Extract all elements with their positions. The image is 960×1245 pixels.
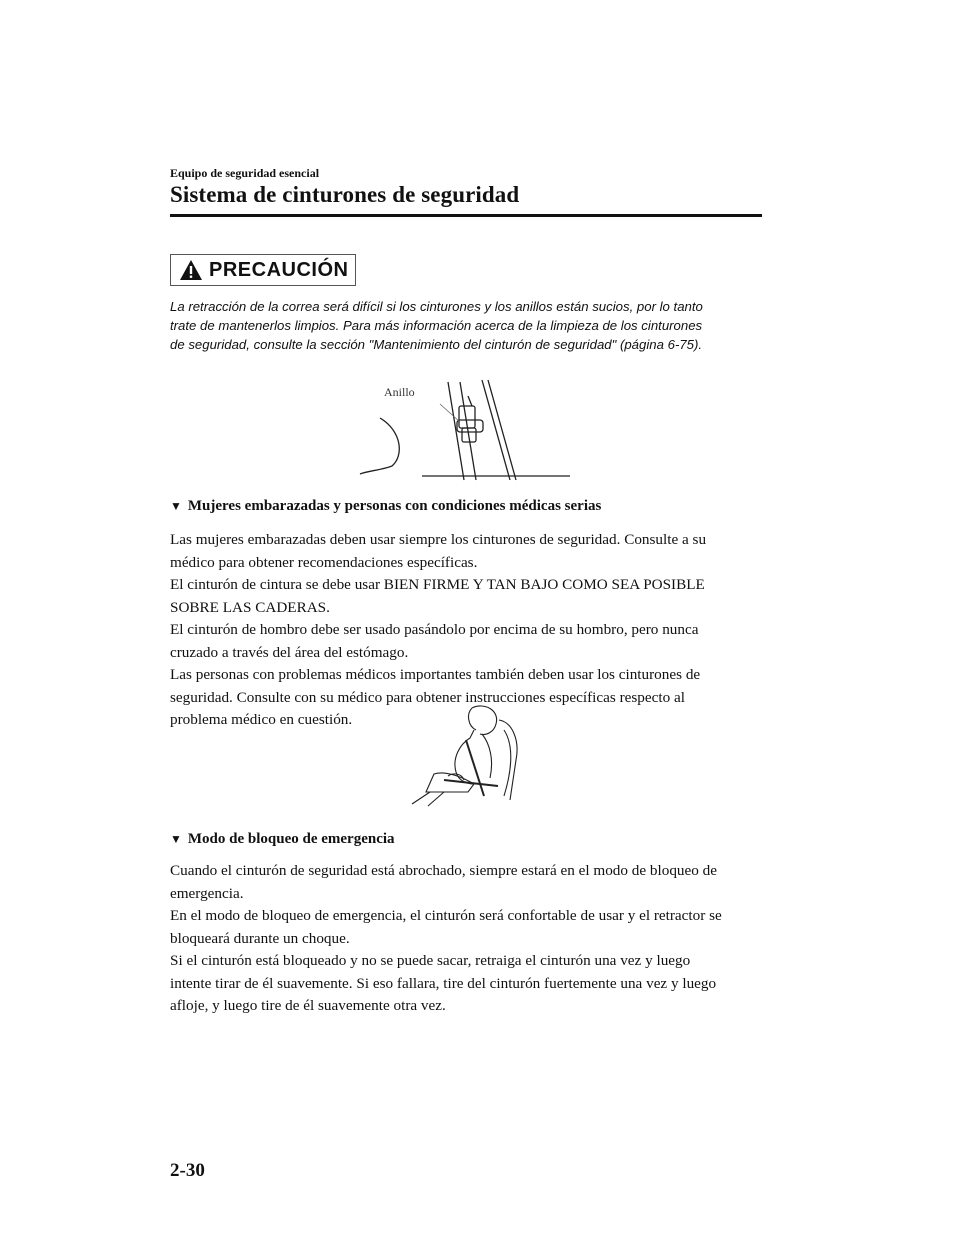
pregnant-seatbelt-illustration (404, 700, 526, 808)
triangle-down-icon: ▼ (170, 832, 182, 846)
lock-body (170, 860, 765, 1018)
body-line: SOBRE LAS CADERAS. (170, 598, 330, 616)
body-line: cruzado a través del área del estómago. (170, 643, 409, 661)
body-line: emergencia. (170, 884, 244, 902)
caution-text (170, 297, 765, 354)
body-line: seguridad. Consulte con su médico para obtener instrucciones específicas respecto al (170, 688, 685, 706)
body-line: Las personas con problemas médicos importantes también deben usar los cinturones de (170, 666, 701, 683)
caution-line: La retracción de la correa será difícil si los cinturones y los anillos están sucios, por lo tanto (170, 299, 703, 314)
body-line: El cinturón de hombro debe ser usado pasándolo por encima de su hombro, pero nunca (170, 621, 699, 638)
section-label: Equipo de seguridad esencial (170, 166, 320, 180)
pregnant-heading (170, 498, 601, 515)
caution-line: trate de mantenerlos limpios. Para más información acerca de la limpieza de los cinturones (170, 318, 703, 333)
ring-label: Anillo (384, 385, 415, 399)
caution-line: de seguridad, consulte la sección "Mantenimiento del cinturón de seguridad" (página 6-75). (170, 337, 703, 352)
body-line: Si el cinturón está bloqueado y no se puede sacar, retraiga el cinturón una vez y luego (170, 952, 691, 969)
body-line: médico para obtener recomendaciones específicas. (170, 553, 478, 571)
pregnant-heading-text: Mujeres embarazadas y personas con condiciones médicas serias (187, 498, 602, 514)
page-title: Sistema de cinturones de seguridad (170, 182, 520, 207)
body-line: En el modo de bloqueo de emergencia, el cinturón será confortable de usar y el retractor se (170, 907, 722, 924)
title-rule (170, 214, 762, 217)
caution-label: PRECAUCIÓN (209, 258, 349, 281)
lock-heading-text: Modo de bloqueo de emergencia (187, 831, 395, 847)
body-line: afloje, y luego tire de él suavemente otra vez. (170, 997, 446, 1014)
warning-icon (179, 259, 203, 281)
body-line: Cuando el cinturón de seguridad está abrochado, siempre estará en el modo de bloqueo de (170, 862, 717, 879)
triangle-down-icon: ▼ (170, 499, 182, 513)
lock-heading (170, 831, 395, 848)
caution-box (170, 254, 356, 286)
body-line: Las mujeres embarazadas deben usar siempre los cinturones de seguridad. Consulte a su (170, 531, 707, 548)
body-line: problema médico en cuestión. (170, 711, 353, 728)
body-line: intente tirar de él suavemente. Si eso fallara, tire del cinturón fuertemente una vez y luego (170, 974, 717, 992)
body-line: bloqueará durante un choque. (170, 929, 350, 947)
page-number: 2-30 (170, 1160, 205, 1181)
body-line: El cinturón de cintura se debe usar BIEN FIRME Y TAN BAJO COMO SEA POSIBLE (170, 576, 705, 593)
